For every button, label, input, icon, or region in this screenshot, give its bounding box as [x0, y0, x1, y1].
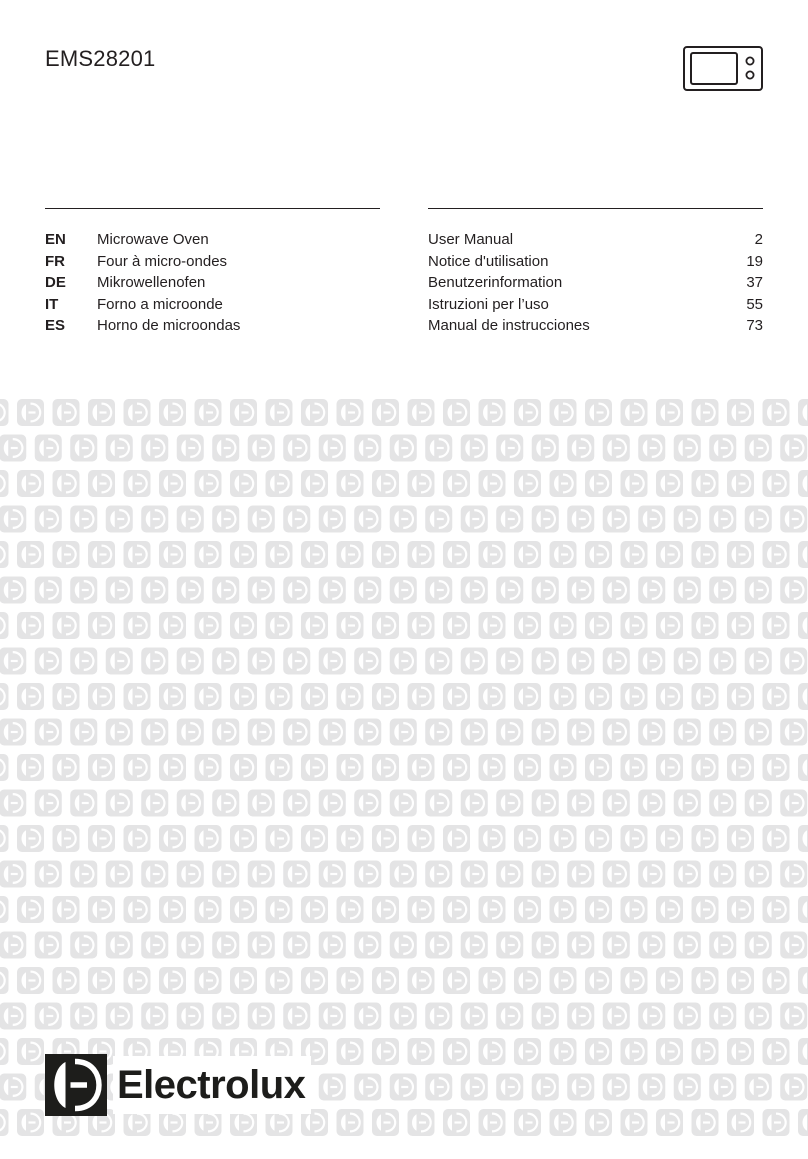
language-code: DE: [45, 274, 66, 291]
language-code: EN: [45, 231, 66, 248]
language-code: IT: [45, 295, 59, 313]
document-title: User Manual: [428, 231, 514, 248]
language-row-it: [45, 294, 763, 315]
page-number: 55: [746, 295, 763, 313]
document-title: Istruzioni per l’uso: [428, 295, 549, 313]
document-title: Benutzerinformation: [428, 274, 563, 291]
divider-right: [428, 208, 763, 209]
language-row-de: [45, 272, 763, 293]
logo-pattern-background: [0, 398, 808, 1138]
product-name: Forno a microonde: [97, 295, 223, 313]
product-name: Horno de microondas: [97, 317, 241, 334]
microwave-oven-icon: [683, 46, 763, 91]
language-row-fr: [45, 251, 763, 272]
product-name: Microwave Oven: [97, 231, 209, 248]
brand-name: Electrolux: [113, 1056, 311, 1114]
page-number: 37: [746, 274, 763, 291]
divider-left: [45, 208, 380, 209]
language-code: FR: [45, 252, 65, 270]
page-number: 73: [746, 317, 763, 334]
product-name: Mikrowellenofen: [97, 274, 206, 291]
model-number: EMS28201: [45, 46, 156, 71]
document-title: Notice d'utilisation: [428, 252, 549, 270]
language-row-en: [45, 229, 763, 250]
document-title: Manual de instrucciones: [428, 317, 590, 334]
electrolux-logo-icon: [45, 1054, 107, 1116]
language-code: ES: [45, 317, 66, 334]
product-name: Four à micro-ondes: [97, 252, 228, 270]
language-row-es: [45, 315, 763, 336]
page-number: 2: [754, 231, 763, 248]
page-number: 19: [746, 252, 763, 270]
